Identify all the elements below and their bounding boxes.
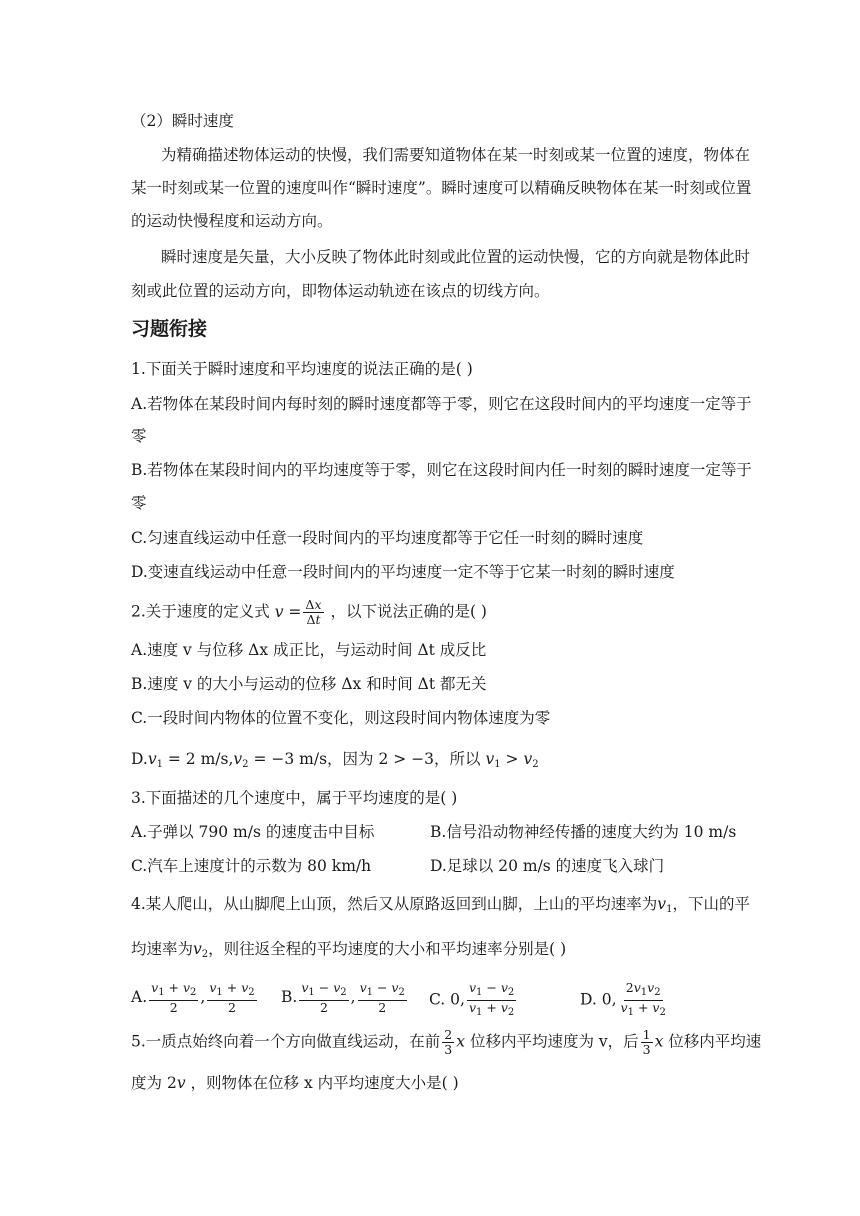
q2-option-c: C.一段时间内物体的位置不变化，则这段时间内物体速度为零	[131, 709, 551, 727]
q3-option-c: C.汽车上速度计的示数为 80 km/h	[131, 857, 372, 875]
q1-option-b-line-2: 零	[131, 494, 147, 512]
q2-option-d-conclusion: $v_1 > v_2$	[485, 750, 539, 770]
q1-option-a-line-1: A.若物体在某段时间内每时刻的瞬时速度都等于零，则它在这段时间内的平均速度一定等于	[131, 395, 752, 413]
q4-option-b: B. $\frac{v_1 - v_2}{2}$ , $\frac{v_1 - v_2}{2}$	[281, 980, 405, 1015]
q2-option-a: A.速度 v 与位移 Δx 成正比，与运动时间 Δt 成反比	[131, 641, 487, 659]
q1-option-c: C.匀速直线运动中任意一段时间内的平均速度都等于它任一时刻的瞬时速度	[131, 529, 644, 547]
q5-stem-line-1: 5.一质点始终向着一个方向做直线运动，在前 $\frac{2}{3}$ x 位移内平均速度为 v，后 $\frac{1}{3}$ x 位移内平均速	[131, 1027, 762, 1057]
q2-option-d	[131, 748, 539, 776]
q1-option-b-line-1: B.若物体在某段时间内的平均速度等于零，则它在这段时间内任一时刻的瞬时速度一定等于	[131, 461, 752, 479]
q5-line1-c: 位移内平均速	[668, 1032, 762, 1051]
exercises-heading: 习题衔接	[131, 318, 208, 340]
q4-option-a-label: A.	[131, 988, 148, 1006]
q4-line1-pre: 4.某人爬山，从山脚爬上山顶，然后又从原路返回到山脚，上山的平均速率为	[131, 895, 658, 913]
q2-option-d-mid: ，因为 2 > −3，所以	[327, 750, 481, 768]
q2-stem-pre: 2.关于速度的定义式	[131, 602, 270, 621]
q4-option-c: C. 0, $\frac{v_1 - v_2}{v_1 + v_2}$	[429, 980, 515, 1018]
q5-line1-b: 位移内平均速度为 v，后	[469, 1032, 639, 1051]
q2-stem	[131, 598, 487, 627]
q2-option-b: B.速度 v 的大小与运动的位移 Δx 和时间 Δt 都无关	[131, 675, 487, 693]
q4-option-d: D. 0, $\frac{2v_1v_2}{v_1 + v_2}$	[580, 980, 666, 1018]
q1-option-a-line-2: 零	[131, 427, 147, 445]
q3-option-b: B.信号沿动物神经传播的速度大约为 10 m/s	[430, 823, 737, 841]
paragraph-1-line-3: 的运动快慢程度和运动方向。	[131, 212, 333, 230]
q4-option-c-label: C. 0,	[429, 990, 465, 1009]
q4-option-b-label: B.	[281, 988, 298, 1006]
q4-option-a: A. $\frac{v_1 + v_2}{2}$ , $\frac{v_1 + v_2}{2}$	[131, 980, 255, 1015]
q2-stem-post: ，以下说法正确的是( )	[330, 602, 487, 621]
q5-line2-a: 度为	[131, 1074, 163, 1092]
q5-stem-line-2: 度为 2v ，则物体在位移 x 内平均速度大小是( )	[131, 1074, 459, 1092]
q4-stem-line-1: 4.某人爬山，从山脚爬上山顶，然后又从原路返回到山脚，上山的平均速率为$v_1$，下山的平	[131, 895, 750, 915]
q5-line2-b: ，则物体在位移 x 内平均速度大小是( )	[190, 1074, 459, 1092]
q1-stem: 1.下面关于瞬时速度和平均速度的说法正确的是( )	[131, 360, 473, 378]
q4-line2-pre: 均速率为	[131, 940, 194, 958]
paragraph-1-line-1: 为精确描述物体运动的快慢，我们需要知道物体在某一时刻或某一位置的速度，物体在	[161, 146, 751, 164]
q4-line1-post: ，下山的平	[672, 895, 750, 913]
velocity-definition-formula: v = $\frac{\Delta x}{\Delta t}$	[274, 597, 322, 627]
q3-stem: 3.下面描述的几个速度中，属于平均速度的是( )	[131, 789, 458, 807]
q2-option-d-values: $v_1 = 2$ $m/s,v_2 = -3$ m/s	[147, 750, 328, 770]
q3-option-a: A.子弹以 790 m/s 的速度击中目标	[131, 823, 375, 841]
q4-option-d-label: D. 0,	[580, 990, 617, 1009]
q4-stem-line-2: 均速率为$v_2$，则往返全程的平均速度的大小和平均速率分别是( )	[131, 940, 567, 960]
paragraph-2-line-1: 瞬时速度是矢量，大小反映了物体此时刻或此位置的运动快慢，它的方向就是物体此时	[161, 248, 751, 266]
q3-option-d: D.足球以 20 m/s 的速度飞入球门	[430, 857, 665, 875]
q2-option-d-pre: D.	[131, 750, 148, 768]
paragraph-2-line-2: 刻或此位置的运动方向，即物体运动轨迹在该点的切线方向。	[131, 282, 550, 300]
q1-option-d: D.变速直线运动中任意一段时间内的平均速度一定不等于它某一时刻的瞬时速度	[131, 563, 675, 581]
paragraph-1-line-2: 某一时刻或某一位置的速度叫作“瞬时速度”。瞬时速度可以精确反映物体在某一时刻或位置	[131, 179, 752, 197]
q4-line2-post: ，则往返全程的平均速度的大小和平均速率分别是( )	[208, 940, 567, 958]
q5-line1-a: 5.一质点始终向着一个方向做直线运动，在前	[131, 1032, 441, 1051]
section-subtitle: （2）瞬时速度	[131, 112, 234, 130]
